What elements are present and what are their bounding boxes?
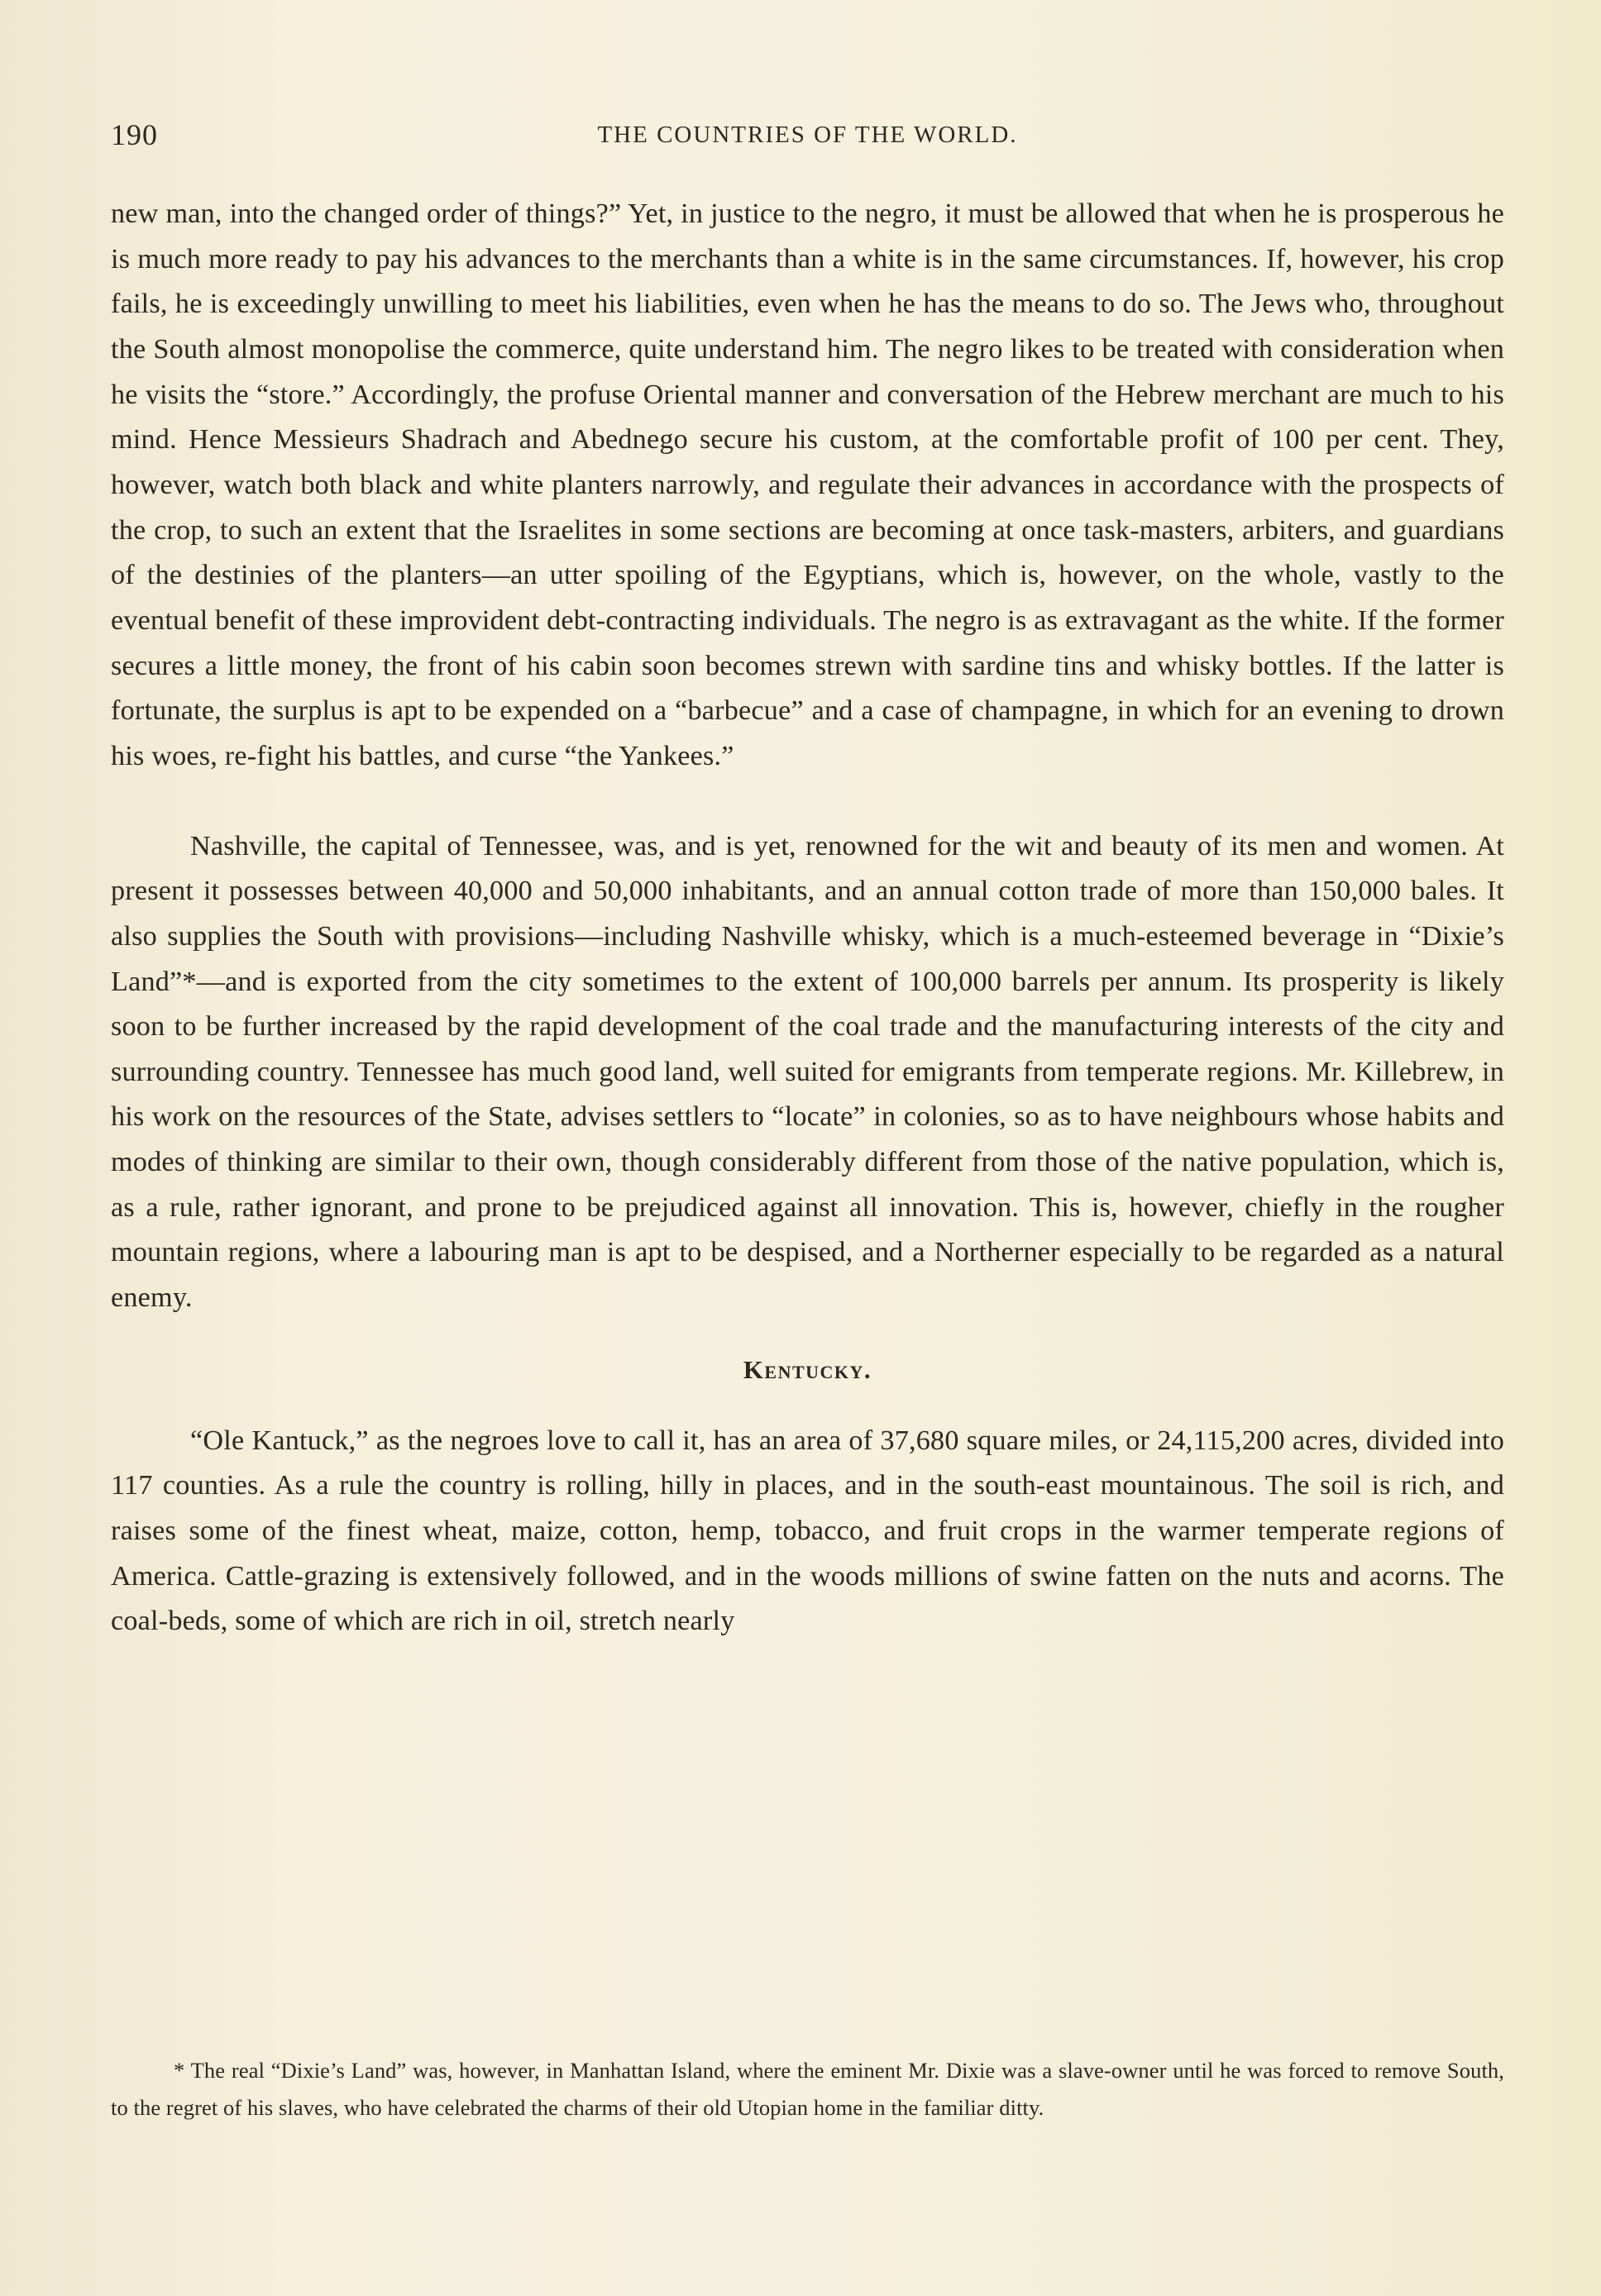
footnote-text: * The real “Dixie’s Land” was, however, in Manhattan Island, where the eminent Mr. Dixie was a slave-owner until he was forced to remove South, to the regret of his slaves, who have celebrated the charms of their old Utopian home in the familiar ditty. [111, 2058, 1504, 2120]
page-number: 190 [111, 118, 158, 151]
section-heading-kentucky: Kentucky. [743, 1354, 872, 1384]
body-text [111, 192, 1504, 1644]
paragraph-kentucky: “Ole Kantuck,” as the negroes love to call it, has an area of 37,680 square miles, or 24,115,200 acres, divided into 117 counties. As a rule the country is rolling, hilly in places, and in the south-east mountainous. The soil is rich, and raises some of the finest wheat, maize, cotton, hemp, tobacco, and fruit crops in the warmer temperate regions of America. Cattle-grazing is extensively followed, and in the woods millions of swine fatten on the nuts and acorns. The coal-beds, some of which are rich in oil, stretch nearly [111, 1425, 1504, 1637]
paragraph-spacer [111, 780, 1504, 824]
paragraph-continued: new man, into the changed order of things?” Yet, in justice to the negro, it must be allowed that when he is prosperous he is much more ready to pay his advances to the merchants than a white is in the same circumstances. If, however, his crop fails, he is exceedingly unwilling to meet his liabilities, even when he has the means to do so. The Jews who, throughout the South almost monopolise the commerce, quite understand him. The negro likes to be treated with consideration when he visits the “store.” Accordingly, the profuse Oriental manner and conversation of the Hebrew merchant are much to his mind. Hence Messieurs Shadrach and Abednego secure his custom, at the comfortable profit of 100 per cent. They, however, watch both black and white planters narrowly, and regulate their advances in accordance with the prospects of the crop, to such an extent that the Israelites in some sections are becoming at once task-masters, arbiters, and guardians of the destinies of the planters—an utter spoiling of the Egyptians, which is, however, on the whole, vastly to the eventual benefit of these improvident debt-contracting individuals. The negro is as extravagant as the white. If the former secures a little money, the front of his cabin soon becomes strewn with sardine tins and whisky bottles. If the latter is fortunate, the surplus is apt to be expended on a “barbecue” and a case of champagne, in which for an evening to drown his woes, re-fight his battles, and curse “the Yankees.” [111, 198, 1504, 771]
page-header [111, 112, 1504, 157]
paragraph-nashville: Nashville, the capital of Tennessee, was, and is yet, renowned for the wit and beauty of its men and women. At present it possesses between 40,000 and 50,000 inhabitants, and an annual cotton trade of more than 150,000 bales. It also supplies the South with provisions—including Nashville whisky, which is a much-esteemed beverage in “Dixie’s Land”*—and is exported from the city sometimes to the extent of 100,000 barrels per annum. Its prosperity is likely soon to be further increased by the rapid development of the coal trade and the manufacturing interests of the city and surrounding country. Tennessee has much good land, well suited for emigrants from temperate regions. Mr. Killebrew, in his work on the resources of the State, advises settlers to “locate” in colonies, so as to have neighbours whose habits and modes of thinking are similar to their own, though considerably different from those of the native population, which is, as a rule, rather ignorant, and prone to be prejudiced against all innovation. This is, however, chiefly in the rougher mountain regions, where a labouring man is apt to be despised, and a Northerner especially to be regarded as a natural enemy. [111, 830, 1504, 1314]
running-title: THE COUNTRIES OF THE WORLD. [597, 122, 1018, 148]
footnote [111, 2052, 1504, 2127]
